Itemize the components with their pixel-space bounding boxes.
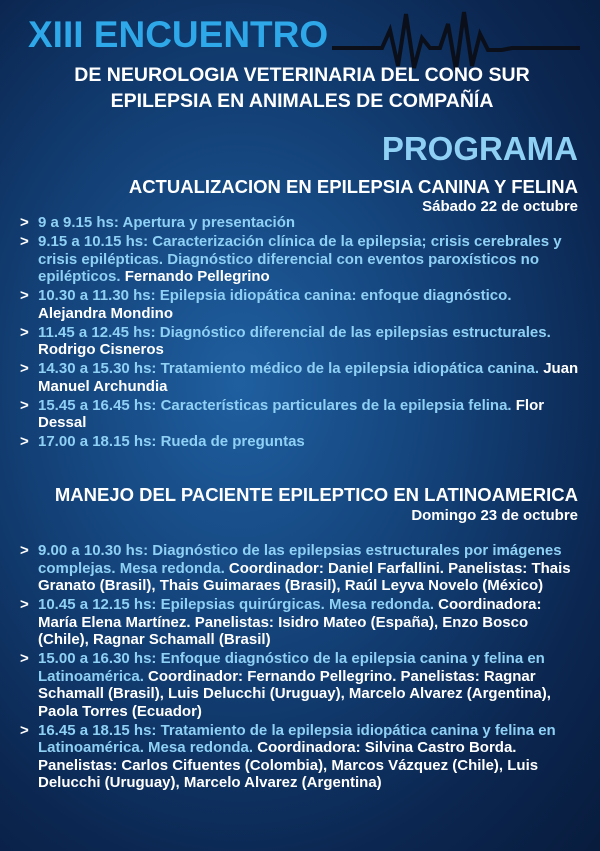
session-time-title: 14.30 a 15.30 hs: Tratamiento médico de la epilepsia idiopática canina. — [38, 360, 540, 377]
list-item — [20, 596, 580, 649]
session-details: Coordinador: Fernando Pellegrino. Panelistas: Ragnar Schamall (Brasil), Luis Delucchi (Uruguay), Marcelo Alvarez (Argentina), Paola Torres (Ecuador) — [38, 667, 551, 720]
list-item — [20, 360, 580, 395]
session-time-title: 11.45 a 12.45 hs: Diagnóstico diferencial de las epilepsias estructurales. — [38, 323, 551, 341]
list-item — [20, 324, 580, 359]
event-subtitle-line2: EPILEPSIA EN ANIMALES DE COMPAÑÍA — [110, 90, 494, 112]
event-title: XIII ENCUENTRO — [28, 14, 329, 55]
session-time-title: 9.00 a 10.30 hs: Diagnóstico de las epilepsias estructurales por imágenes complejas. Mesa redonda. — [38, 542, 562, 577]
session-speaker: Fernando Pellegrino — [120, 268, 270, 285]
session-time-title: 9 a 9.15 hs: Apertura y presentación — [38, 214, 296, 231]
schedule-list-day2 — [20, 542, 580, 793]
list-item — [20, 214, 580, 232]
list-item — [20, 542, 580, 595]
session-time-title: 15.45 a 16.45 hs: Características particulares de la epilepsia felina. — [38, 396, 512, 414]
schedule-list-day1 — [20, 214, 580, 452]
session-time-title: 10.30 a 11.30 hs: Epilepsia idiopática canina: enfoque diagnóstico. — [38, 287, 512, 304]
list-item — [20, 287, 580, 322]
list-marker: > — [20, 542, 29, 559]
session-time-title: 17.00 a 18.15 hs: Rueda de preguntas — [38, 433, 305, 450]
session-speaker: Rodrigo Cisneros — [38, 341, 164, 358]
list-marker: > — [20, 360, 29, 377]
section-date-day1: Sábado 22 de octubre — [422, 198, 578, 215]
session-details: Coordinador: Daniel Farfallini. Panelistas: Thais Granato (Brasil), Thais Guimaraes (Brasil), Raúl Leyva Novelo (México) — [38, 559, 571, 594]
list-marker: > — [20, 233, 29, 250]
list-marker: > — [20, 650, 29, 667]
session-time-title: 9.15 a 10.15 hs: Caracterización clínica de la epilepsia; crisis cerebrales y crisis epilépticas. Diagnóstico diferencial con eventos paroxísticos no epilépticos. — [38, 233, 562, 285]
list-marker: > — [20, 214, 29, 231]
section-title-day1: ACTUALIZACION EN EPILEPSIA CANINA Y FELINA — [128, 176, 578, 197]
list-marker: > — [20, 721, 29, 739]
event-subtitle-line1: DE NEUROLOGIA VETERINARIA DEL CONO SUR — [74, 64, 530, 86]
list-item — [20, 433, 580, 451]
session-time-title: 15.00 a 16.30 hs: Enfoque diagnóstico de la epilepsia canina y felina en Latinoamérica. — [38, 650, 545, 685]
list-marker: > — [20, 396, 29, 414]
list-marker: > — [20, 433, 29, 450]
list-marker: > — [20, 596, 29, 613]
list-item — [20, 233, 580, 286]
list-item — [20, 397, 580, 432]
list-item — [20, 650, 580, 720]
session-time-title: 10.45 a 12.15 hs: Epilepsias quirúrgicas. Mesa redonda. — [38, 596, 435, 613]
session-details: Coordinadora: María Elena Martínez. Panelistas: Isidro Mateo (España), Enzo Bosco (Chile), Ragnar Schamall (Brasil) — [38, 596, 542, 648]
list-item — [20, 722, 580, 792]
list-marker: > — [20, 323, 29, 341]
session-speaker: Juan Manuel Archundia — [38, 360, 579, 395]
program-heading: PROGRAMA — [381, 130, 578, 167]
session-details: Coordinadora: Silvina Castro Borda. Panelistas: Carlos Cifuentes (Colombia), Marcos Vázquez (Chile), Luis Delucchi (Uruguay), Marcelo Alvarez (Argentina) — [38, 739, 539, 791]
session-speaker: Flor Dessal — [38, 396, 545, 431]
section-date-day2: Domingo 23 de octubre — [411, 507, 578, 524]
list-marker: > — [20, 287, 29, 304]
session-speaker: Alejandra Mondino — [38, 304, 173, 322]
section-title-day2: MANEJO DEL PACIENTE EPILEPTICO EN LATINOAMERICA — [54, 484, 578, 505]
session-time-title: 16.45 a 18.15 hs: Tratamiento de la epilepsia idiopática canina y felina en Latinoamérica. Mesa redonda. — [38, 721, 556, 756]
